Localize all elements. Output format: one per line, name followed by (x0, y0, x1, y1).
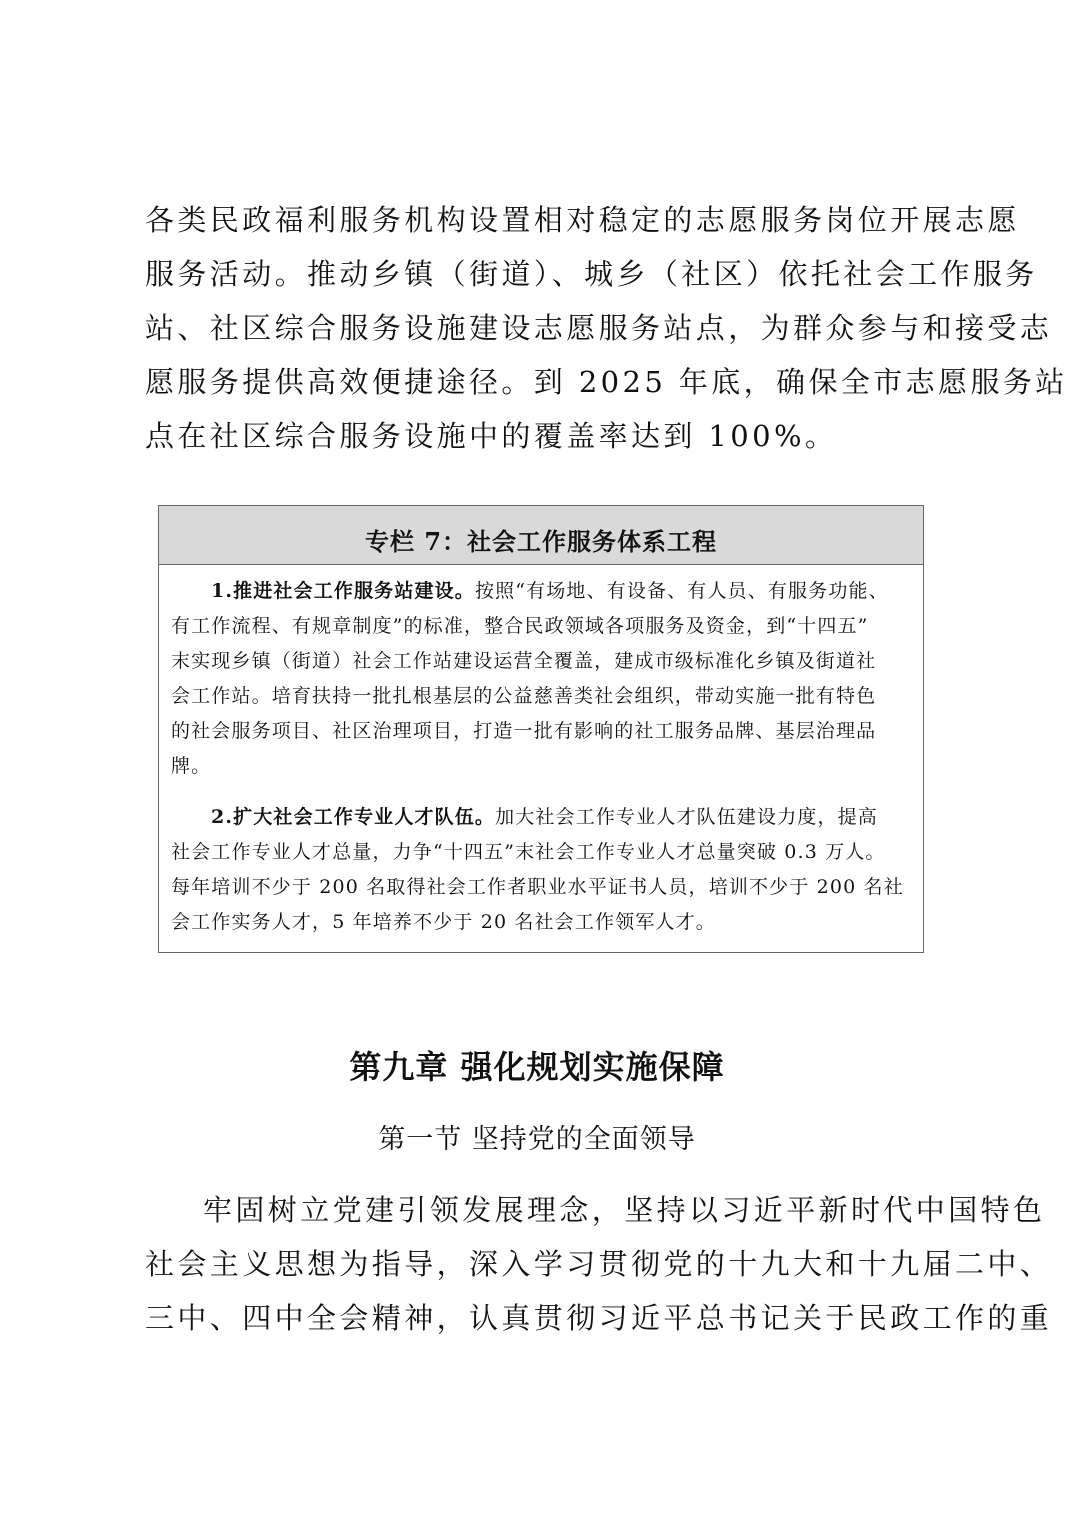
item1-text: 按照“有场地、有设备、有人员、有服务功能、 (474, 580, 889, 602)
column-box (158, 505, 924, 953)
item2-lead: 2.扩大社会工作专业人才队伍。 (211, 806, 496, 828)
column-box-line: 会工作实务人才，5 年培养不少于 20 名社会工作领军人才。 (171, 911, 716, 933)
column-box-line: 末实现乡镇（街道）社会工作站建设运营全覆盖，建成市级标准化乡镇及街道社 (171, 650, 877, 672)
paragraph-line: 各类民政福利服务机构设置相对稳定的志愿服务岗位开展志愿 (145, 203, 1020, 237)
paragraph-line: 三中、四中全会精神，认真贯彻习近平总书记关于民政工作的重 (145, 1301, 1053, 1335)
paragraph-line: 社会主义思想为指导，深入学习贯彻党的十九大和十九届二中、 (145, 1247, 1053, 1281)
column-box-line: 牌。 (171, 755, 212, 777)
column-box-title: 专栏 7：社会工作服务体系工程 (159, 506, 923, 565)
column-box-line: 有工作流程、有规章制度”的标准，整合民政领域各项服务及资金，到“十四五” (171, 615, 869, 637)
paragraph-line: 愿服务提供高效便捷途径。到 2025 年底，确保全市志愿服务站 (145, 365, 1068, 399)
item1-lead: 1.推进社会工作服务站建设。 (211, 580, 475, 602)
paragraph-line: 站、社区综合服务设施建设志愿服务站点，为群众参与和接受志 (145, 311, 1053, 345)
section-title: 第一节 坚持党的全面领导 (378, 1124, 696, 1155)
column-box-line: 会工作站。培育扶持一批扎根基层的公益慈善类社会组织，带动实施一批有特色 (171, 685, 877, 707)
column-box-line: 社会工作专业人才总量，力争“十四五”末社会工作专业人才总量突破 0.3 万人。 (171, 841, 886, 863)
column-box-line (211, 804, 915, 830)
column-box-line (211, 578, 915, 604)
item2-text: 加大社会工作专业人才队伍建设力度，提高 (495, 806, 878, 828)
paragraph-line: 点在社区综合服务设施中的覆盖率达到 100%。 (145, 419, 838, 453)
column-box-line: 每年培训不少于 200 名取得社会工作者职业水平证书人员，培训不少于 200 名社 (171, 876, 904, 898)
paragraph-line: 服务活动。推动乡镇（街道）、城乡（社区）依托社会工作服务 (145, 257, 1038, 291)
column-box-line: 的社会服务项目、社区治理项目，打造一批有影响的社工服务品牌、基层治理品 (171, 720, 877, 742)
paragraph-line: 牢固树立党建引领发展理念，坚持以习近平新时代中国特色 (203, 1193, 1046, 1227)
chapter-title: 第九章 强化规划实施保障 (349, 1048, 725, 1086)
